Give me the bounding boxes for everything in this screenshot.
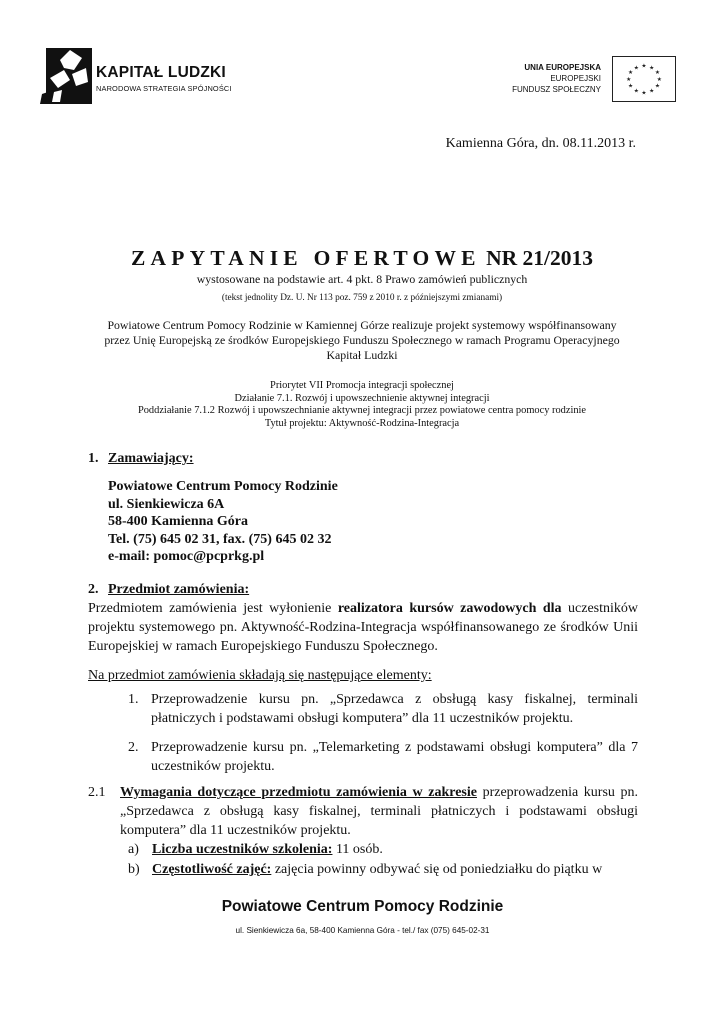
address-line: Tel. (75) 645 02 31, fax. (75) 645 02 32 (108, 531, 332, 547)
section2-number: 2. (88, 582, 99, 597)
list-item-number: 1. (128, 692, 139, 707)
eu-caption-line3: FUNDUSZ SPOŁECZNY (512, 85, 601, 94)
svg-text:★: ★ (633, 88, 639, 95)
eu-caption-line1: UNIA EUROPEJSKA (524, 63, 601, 72)
intro-line1: Powiatowe Centrum Pomocy Rodzinie w Kamiennej Górze realizuje projekt systemowy współfinansowany (107, 318, 617, 332)
svg-text:★: ★ (628, 83, 634, 90)
kapital-ludzki-logo (40, 44, 104, 106)
section2-p1-bold: realizatora kursów zawodowych dla (337, 601, 562, 616)
requirement-item (152, 840, 638, 859)
address-line: e-mail: pomoc@pcprkg.pl (108, 549, 265, 565)
section21-text: przeprowadzenia kursu pn. „Sprzedawca z obsługą kasy fiskalnej, terminali płatniczych i podstawami obsługi komputera” dla 11 uczestników projektu. (120, 785, 638, 838)
eu-flag-icon (612, 56, 676, 102)
svg-text:★: ★ (654, 83, 660, 90)
priority-line2: Działanie 7.1. Rozwój i upowszechnienie aktywnej integracji (234, 392, 490, 404)
requirement-label: Liczba uczestników szkolenia: (152, 842, 333, 857)
list-item-text: Przeprowadzenie kursu pn. „Telemarketing z podstawami obsługi komputera” dla 7 uczestników projektu. (151, 740, 638, 774)
address-line: 58-400 Kamienna Góra (108, 514, 248, 530)
svg-text:★: ★ (641, 90, 647, 97)
svg-text:★: ★ (633, 65, 639, 72)
section2-p1-rest: uczestników projektu systemowego pn. Aktywność-Rodzina-Integracja współfinansowanego ze środków Unii Europejskiej w ramach Europejskiego Funduszu Społecznego. (88, 601, 638, 654)
contractor-address (108, 478, 338, 566)
title-word1: ZAPYTANIE (131, 246, 303, 270)
legal-note: (tekst jednolity Dz. U. Nr 113 poz. 759 z 2010 r. z późniejszymi zmianami) (221, 293, 503, 303)
footer-title: Powiatowe Centrum Pomocy Rodzinie (221, 898, 504, 915)
list-letter: a) (128, 842, 139, 857)
svg-text:★: ★ (649, 65, 655, 72)
kapital-ludzki-title: KAPITAŁ LUDZKI (96, 64, 226, 81)
document-subtitle: wystosowane na podstawie art. 4 pkt. 8 Prawo zamówień publicznych (196, 272, 528, 286)
address-line: Powiatowe Centrum Pomocy Rodzinie (108, 479, 338, 494)
intro-line2: przez Unię Europejską ze środków Europejskiego Funduszu Społecznego w ramach Programu Operacyjnego (104, 333, 620, 347)
requirement-label: Częstotliwość zajęć: (152, 862, 272, 877)
priority-line1: Priorytet VII Promocja integracji społecznej (270, 380, 454, 391)
footer-address: ul. Sienkiewicza 6a, 58-400 Kamienna Góra - tel./ fax (075) 645-02-31 (235, 926, 490, 935)
eu-caption-line2: EUROPEJSKI (550, 74, 601, 83)
address-line: ul. Sienkiewicza 6A (108, 496, 225, 512)
section21-heading: Wymagania dotyczące przedmiotu zamówienia w zakresie (120, 785, 477, 800)
intro-line3: Kapitał Ludzki (326, 348, 398, 362)
list-item-number: 2. (128, 740, 139, 755)
elements-intro: Na przedmiot zamówienia składają się następujące elementy: (88, 668, 432, 683)
section2-heading: Przedmiot zamówienia: (108, 582, 250, 597)
svg-text:★: ★ (626, 76, 632, 83)
title-number: NR 21/2013 (486, 246, 593, 270)
section1-number: 1. (88, 451, 99, 466)
priority-line4: Tytuł projektu: Aktywność-Rodzina-Integracja (264, 417, 460, 429)
section21-paragraph (120, 783, 638, 840)
requirement-item (152, 860, 638, 879)
svg-text:★: ★ (628, 70, 634, 77)
list-item-text: Przeprowadzenie kursu pn. „Sprzedawca z obsługą kasy fiskalnej, terminali płatniczych i podstawami obsługi komputera” dla 11 uczestników projektu. (151, 692, 638, 726)
eu-caption (512, 62, 601, 95)
section2-p1-start: Przedmiotem zamówienia jest wyłonienie (88, 601, 338, 616)
svg-text:★: ★ (656, 76, 662, 83)
svg-text:★: ★ (654, 70, 660, 77)
priority-line3: Poddziałanie 7.1.2 Rozwój i upowszechnianie aktywnej integracji przez powiatowe centra pomocy rodzinie (137, 405, 587, 417)
title-word2: OFERTOWE (313, 246, 481, 270)
intro-paragraph (70, 318, 654, 363)
svg-text:★: ★ (641, 63, 647, 70)
svg-text:★: ★ (649, 88, 655, 95)
section21-number: 2.1 (88, 785, 106, 800)
section1-heading: Zamawiający: (108, 451, 194, 466)
document-date: Kamienna Góra, dn. 08.11.2013 r. (445, 136, 636, 151)
requirement-value: 11 osób. (332, 842, 383, 857)
document-title (70, 246, 654, 271)
section2-paragraph (88, 599, 638, 656)
kapital-ludzki-subtitle: NARODOWA STRATEGIA SPÓJNOŚCI (96, 84, 232, 93)
requirement-value: zajęcia powinny odbywać się od poniedziałku do piątku w (271, 862, 603, 877)
list-letter: b) (128, 862, 140, 877)
priority-block (70, 380, 654, 430)
